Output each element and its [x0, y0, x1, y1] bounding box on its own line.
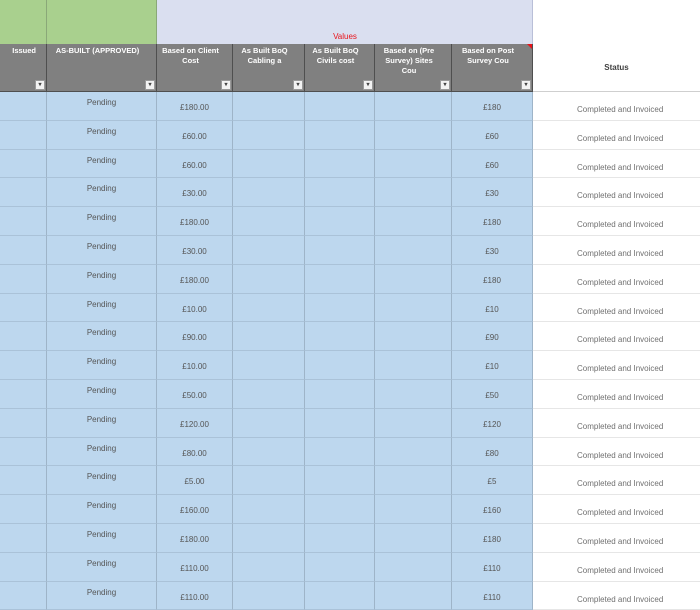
filter-dropdown-icon[interactable]: ▾: [440, 80, 450, 90]
cell-civils[interactable]: [305, 121, 375, 150]
cell-client-cost-text: £180.00: [180, 103, 209, 112]
cell-post-survey[interactable]: [452, 380, 533, 409]
cell-post-survey[interactable]: [452, 553, 533, 582]
cell-as-built-approved-text: Pending: [86, 270, 117, 280]
cell-as-built-approved[interactable]: [47, 207, 157, 236]
cell-post-survey-text: £10: [485, 304, 499, 314]
cell-status[interactable]: [533, 438, 700, 467]
values-label: Values: [333, 32, 357, 41]
cell-post-survey[interactable]: [452, 322, 533, 351]
cell-as-built-approved-text: Pending: [86, 155, 117, 165]
cell-status-text: Completed and Invoiced: [577, 364, 664, 374]
cell-client-cost[interactable]: [157, 236, 233, 265]
cell-as-built-approved[interactable]: [47, 380, 157, 409]
cell-pre-survey[interactable]: [375, 294, 452, 323]
cell-client-cost[interactable]: [157, 582, 233, 610]
cell-status[interactable]: [533, 150, 700, 179]
cell-post-survey-text: £60: [485, 160, 499, 170]
cell-as-built-approved-text: Pending: [86, 126, 117, 136]
cell-status-text: Completed and Invoiced: [577, 249, 664, 258]
band-group-green-left: [0, 0, 47, 44]
cell-as-built-approved[interactable]: [47, 236, 157, 265]
column-header-civils[interactable]: [305, 44, 375, 92]
cell-client-cost-text: £120.00: [180, 419, 209, 429]
cell-issued[interactable]: [0, 380, 47, 409]
cell-issued[interactable]: [0, 265, 47, 294]
cell-post-survey-text: £50: [485, 391, 499, 400]
cell-cabling[interactable]: [233, 121, 305, 150]
column-header-label: Status: [604, 63, 629, 72]
filter-dropdown-icon[interactable]: ▾: [145, 80, 155, 90]
cell-pre-survey[interactable]: [375, 438, 452, 467]
cell-as-built-approved[interactable]: [47, 524, 157, 553]
cell-post-survey-text: £60: [485, 131, 499, 141]
cell-client-cost[interactable]: [157, 150, 233, 179]
cell-post-survey[interactable]: [452, 294, 533, 323]
cell-pre-survey[interactable]: [375, 380, 452, 409]
cell-status-text: Completed and Invoiced: [577, 537, 664, 546]
cell-post-survey[interactable]: [452, 207, 533, 236]
cell-civils[interactable]: [305, 524, 375, 553]
cell-client-cost-text: £110.00: [180, 563, 209, 573]
cell-pre-survey[interactable]: [375, 236, 452, 265]
cell-cabling[interactable]: [233, 92, 305, 121]
cell-cabling[interactable]: [233, 178, 305, 207]
cell-post-survey[interactable]: [452, 265, 533, 294]
cell-civils[interactable]: [305, 207, 375, 236]
cell-civils[interactable]: [305, 380, 375, 409]
cell-pre-survey[interactable]: [375, 150, 452, 179]
cell-cabling[interactable]: [233, 553, 305, 582]
cell-client-cost-text: £180.00: [180, 535, 209, 544]
cell-cabling[interactable]: [233, 236, 305, 265]
cell-client-cost[interactable]: [157, 92, 233, 121]
cell-post-survey-text: £160: [483, 506, 501, 516]
cell-civils[interactable]: [305, 150, 375, 179]
cell-civils[interactable]: [305, 351, 375, 380]
column-header-label: As Built BoQ Civils cost: [312, 46, 359, 65]
cell-post-survey-text: £180: [483, 535, 501, 544]
cell-client-cost[interactable]: [157, 351, 233, 380]
cell-cabling[interactable]: [233, 265, 305, 294]
cell-cabling[interactable]: [233, 207, 305, 236]
cell-pre-survey[interactable]: [375, 553, 452, 582]
cell-civils[interactable]: [305, 409, 375, 438]
cell-cabling[interactable]: [233, 294, 305, 323]
cell-status[interactable]: [533, 495, 700, 524]
cell-pre-survey[interactable]: [375, 582, 452, 610]
cell-post-survey-text: £180: [483, 218, 501, 228]
cell-post-survey[interactable]: [452, 150, 533, 179]
cell-client-cost[interactable]: [157, 121, 233, 150]
cell-civils[interactable]: [305, 438, 375, 467]
column-header-label: Issued: [12, 46, 36, 55]
cell-issued[interactable]: [0, 553, 47, 582]
cell-client-cost[interactable]: [157, 438, 233, 467]
comment-indicator-icon[interactable]: [527, 44, 532, 49]
cell-status[interactable]: [533, 178, 700, 207]
cell-pre-survey[interactable]: [375, 524, 452, 553]
cell-pre-survey[interactable]: [375, 351, 452, 380]
cell-as-built-approved[interactable]: [47, 150, 157, 179]
cell-as-built-approved[interactable]: [47, 178, 157, 207]
cell-status[interactable]: [533, 265, 700, 294]
cell-issued[interactable]: [0, 438, 47, 467]
cell-client-cost-text: £50.00: [182, 391, 207, 400]
cell-as-built-approved-text: Pending: [86, 443, 117, 453]
cell-issued[interactable]: [0, 582, 47, 610]
cell-post-survey-text: £30: [485, 189, 499, 199]
cell-as-built-approved[interactable]: [47, 582, 157, 610]
cell-civils[interactable]: [305, 92, 375, 121]
cell-issued[interactable]: [0, 150, 47, 179]
cell-client-cost-text: £160.00: [180, 506, 209, 516]
filter-dropdown-icon[interactable]: ▾: [35, 80, 45, 90]
cell-client-cost-text: £80.00: [182, 448, 207, 458]
cell-status[interactable]: [533, 409, 700, 438]
cell-status-text: Completed and Invoiced: [577, 335, 664, 345]
cell-post-survey[interactable]: [452, 236, 533, 265]
cell-post-survey[interactable]: [452, 121, 533, 150]
filter-dropdown-icon[interactable]: ▾: [521, 80, 531, 90]
cell-issued[interactable]: [0, 409, 47, 438]
column-header-label: Based on Client Cost: [162, 46, 219, 65]
cell-client-cost-text: £60.00: [182, 160, 207, 170]
cell-client-cost[interactable]: [157, 322, 233, 351]
cell-as-built-approved[interactable]: [47, 322, 157, 351]
cell-cabling[interactable]: [233, 524, 305, 553]
column-header-label: Based on Post Survey Cou: [461, 46, 515, 65]
cell-status-text: Completed and Invoiced: [577, 594, 664, 604]
cell-status[interactable]: [533, 553, 700, 582]
cell-cabling[interactable]: [233, 466, 305, 495]
cell-post-survey[interactable]: [452, 178, 533, 207]
cell-cabling[interactable]: [233, 495, 305, 524]
cell-post-survey-text: £180: [483, 275, 501, 285]
cell-as-built-approved-text: Pending: [86, 587, 117, 597]
cell-civils[interactable]: [305, 265, 375, 294]
cell-pre-survey[interactable]: [375, 409, 452, 438]
cell-pre-survey[interactable]: [375, 265, 452, 294]
cell-client-cost-text: £60.00: [182, 131, 207, 141]
cell-status[interactable]: [533, 207, 700, 236]
cell-post-survey-text: £120: [483, 419, 501, 429]
column-header-label: Based on (Pre Survey) Sites Cou: [383, 46, 435, 75]
cell-as-built-approved-text: Pending: [86, 357, 117, 367]
cell-status[interactable]: [533, 92, 700, 121]
cell-civils[interactable]: [305, 236, 375, 265]
cell-post-survey-text: £30: [485, 247, 499, 256]
column-header-status[interactable]: [533, 44, 700, 92]
cell-client-cost[interactable]: [157, 178, 233, 207]
cell-issued[interactable]: [0, 178, 47, 207]
cell-status[interactable]: [533, 294, 700, 323]
cell-cabling[interactable]: [233, 322, 305, 351]
cell-client-cost[interactable]: [157, 524, 233, 553]
column-header-label: As Built BoQ Cabling a: [241, 46, 288, 65]
cell-issued[interactable]: [0, 351, 47, 380]
cell-post-survey[interactable]: [452, 409, 533, 438]
cell-client-cost[interactable]: [157, 466, 233, 495]
cell-client-cost[interactable]: [157, 380, 233, 409]
cell-issued[interactable]: [0, 121, 47, 150]
cell-status[interactable]: [533, 582, 700, 610]
cell-client-cost-text: £30.00: [182, 189, 207, 199]
cell-status-text: Completed and Invoiced: [577, 306, 664, 316]
cell-issued[interactable]: [0, 294, 47, 323]
cell-issued[interactable]: [0, 322, 47, 351]
cell-issued[interactable]: [0, 495, 47, 524]
filter-dropdown-icon[interactable]: ▾: [363, 80, 373, 90]
cell-client-cost[interactable]: [157, 409, 233, 438]
cell-post-survey-text: £10: [485, 362, 499, 372]
cell-client-cost-text: £10.00: [182, 304, 207, 314]
cell-as-built-approved[interactable]: [47, 438, 157, 467]
cell-issued[interactable]: [0, 524, 47, 553]
cell-as-built-approved[interactable]: [47, 495, 157, 524]
cell-as-built-approved-text: Pending: [86, 386, 117, 395]
filter-dropdown-icon[interactable]: ▾: [221, 80, 231, 90]
cell-civils[interactable]: [305, 466, 375, 495]
band-group-green-right: [47, 0, 157, 44]
cell-pre-survey[interactable]: [375, 92, 452, 121]
cell-post-survey[interactable]: [452, 524, 533, 553]
cell-as-built-approved-text: Pending: [86, 530, 117, 539]
cell-civils[interactable]: [305, 178, 375, 207]
cell-post-survey-text: £5: [487, 477, 497, 487]
cell-as-built-approved[interactable]: [47, 294, 157, 323]
cell-post-survey[interactable]: [452, 92, 533, 121]
column-header-issued[interactable]: [0, 44, 47, 92]
cell-as-built-approved[interactable]: [47, 466, 157, 495]
cell-pre-survey[interactable]: [375, 466, 452, 495]
cell-as-built-approved-text: Pending: [86, 472, 117, 482]
cell-status-text: Completed and Invoiced: [577, 277, 664, 287]
cell-as-built-approved-text: Pending: [86, 242, 117, 251]
cell-issued[interactable]: [0, 236, 47, 265]
cell-issued[interactable]: [0, 466, 47, 495]
cell-civils[interactable]: [305, 495, 375, 524]
cell-client-cost[interactable]: [157, 553, 233, 582]
cell-post-survey[interactable]: [452, 438, 533, 467]
cell-pre-survey[interactable]: [375, 121, 452, 150]
cell-issued[interactable]: [0, 92, 47, 121]
cell-as-built-approved-text: Pending: [86, 558, 117, 568]
cell-post-survey[interactable]: [452, 351, 533, 380]
cell-as-built-approved-text: Pending: [86, 501, 117, 511]
cell-cabling[interactable]: [233, 409, 305, 438]
cell-status-text: Completed and Invoiced: [577, 162, 664, 172]
cell-post-survey-text: £110: [483, 563, 501, 573]
cell-status-text: Completed and Invoiced: [577, 220, 664, 230]
cell-cabling[interactable]: [233, 438, 305, 467]
cell-client-cost[interactable]: [157, 294, 233, 323]
cell-status-text: Completed and Invoiced: [577, 450, 664, 460]
cell-status-text: Completed and Invoiced: [577, 133, 664, 143]
cell-cabling[interactable]: [233, 150, 305, 179]
cell-client-cost-text: £90.00: [182, 333, 207, 343]
cell-cabling[interactable]: [233, 351, 305, 380]
cell-status[interactable]: [533, 380, 700, 409]
column-header-as-built-approved[interactable]: [47, 44, 157, 92]
cell-as-built-approved[interactable]: [47, 265, 157, 294]
cell-as-built-approved-text: Pending: [86, 328, 117, 338]
cell-status-text: Completed and Invoiced: [577, 105, 664, 114]
cell-civils[interactable]: [305, 553, 375, 582]
band-blank: [533, 0, 700, 44]
cell-post-survey-text: £90: [485, 333, 499, 343]
column-header-client-cost[interactable]: [157, 44, 233, 92]
column-header-pre-survey[interactable]: [375, 44, 452, 92]
cell-status-text: Completed and Invoiced: [577, 508, 664, 518]
column-header-cabling[interactable]: [233, 44, 305, 92]
cell-status[interactable]: [533, 351, 700, 380]
cell-civils[interactable]: [305, 582, 375, 610]
cell-as-built-approved-text: Pending: [86, 98, 117, 107]
cell-pre-survey[interactable]: [375, 322, 452, 351]
cell-status[interactable]: [533, 322, 700, 351]
cell-as-built-approved-text: Pending: [86, 213, 117, 223]
cell-status-text: Completed and Invoiced: [577, 565, 664, 575]
cell-pre-survey[interactable]: [375, 178, 452, 207]
cell-status-text: Completed and Invoiced: [577, 421, 664, 431]
cell-as-built-approved[interactable]: [47, 351, 157, 380]
cell-pre-survey[interactable]: [375, 207, 452, 236]
cell-as-built-approved[interactable]: [47, 553, 157, 582]
cell-client-cost-text: £180.00: [180, 275, 209, 285]
cell-status[interactable]: [533, 524, 700, 553]
cell-as-built-approved-text: Pending: [86, 184, 117, 194]
cell-client-cost[interactable]: [157, 495, 233, 524]
cell-cabling[interactable]: [233, 582, 305, 610]
filter-dropdown-icon[interactable]: ▾: [293, 80, 303, 90]
cell-post-survey-text: £180: [483, 103, 501, 112]
cell-post-survey-text: £110: [483, 592, 501, 602]
cell-client-cost-text: £5.00: [184, 477, 205, 487]
cell-status[interactable]: [533, 466, 700, 495]
cell-post-survey[interactable]: [452, 582, 533, 610]
cell-client-cost-text: £30.00: [182, 247, 207, 256]
cell-as-built-approved[interactable]: [47, 121, 157, 150]
cell-civils[interactable]: [305, 294, 375, 323]
cell-status-text: Completed and Invoiced: [577, 479, 664, 489]
cell-as-built-approved-text: Pending: [86, 299, 117, 309]
cell-issued[interactable]: [0, 207, 47, 236]
cell-post-survey[interactable]: [452, 495, 533, 524]
cell-client-cost-text: £10.00: [182, 362, 207, 372]
cell-client-cost-text: £110.00: [180, 592, 209, 602]
cell-post-survey-text: £80: [485, 448, 499, 458]
cell-as-built-approved[interactable]: [47, 409, 157, 438]
column-header-post-survey[interactable]: [452, 44, 533, 92]
cell-client-cost[interactable]: [157, 265, 233, 294]
cell-post-survey[interactable]: [452, 466, 533, 495]
cell-as-built-approved[interactable]: [47, 92, 157, 121]
cell-status[interactable]: [533, 121, 700, 150]
cell-status-text: Completed and Invoiced: [577, 191, 664, 201]
cell-as-built-approved-text: Pending: [86, 414, 117, 424]
cell-status-text: Completed and Invoiced: [577, 393, 664, 402]
cell-client-cost-text: £180.00: [180, 218, 209, 228]
cell-pre-survey[interactable]: [375, 495, 452, 524]
cell-status[interactable]: [533, 236, 700, 265]
column-header-label: AS-BUILT (APPROVED): [55, 46, 140, 55]
cell-client-cost[interactable]: [157, 207, 233, 236]
cell-civils[interactable]: [305, 322, 375, 351]
cell-cabling[interactable]: [233, 380, 305, 409]
